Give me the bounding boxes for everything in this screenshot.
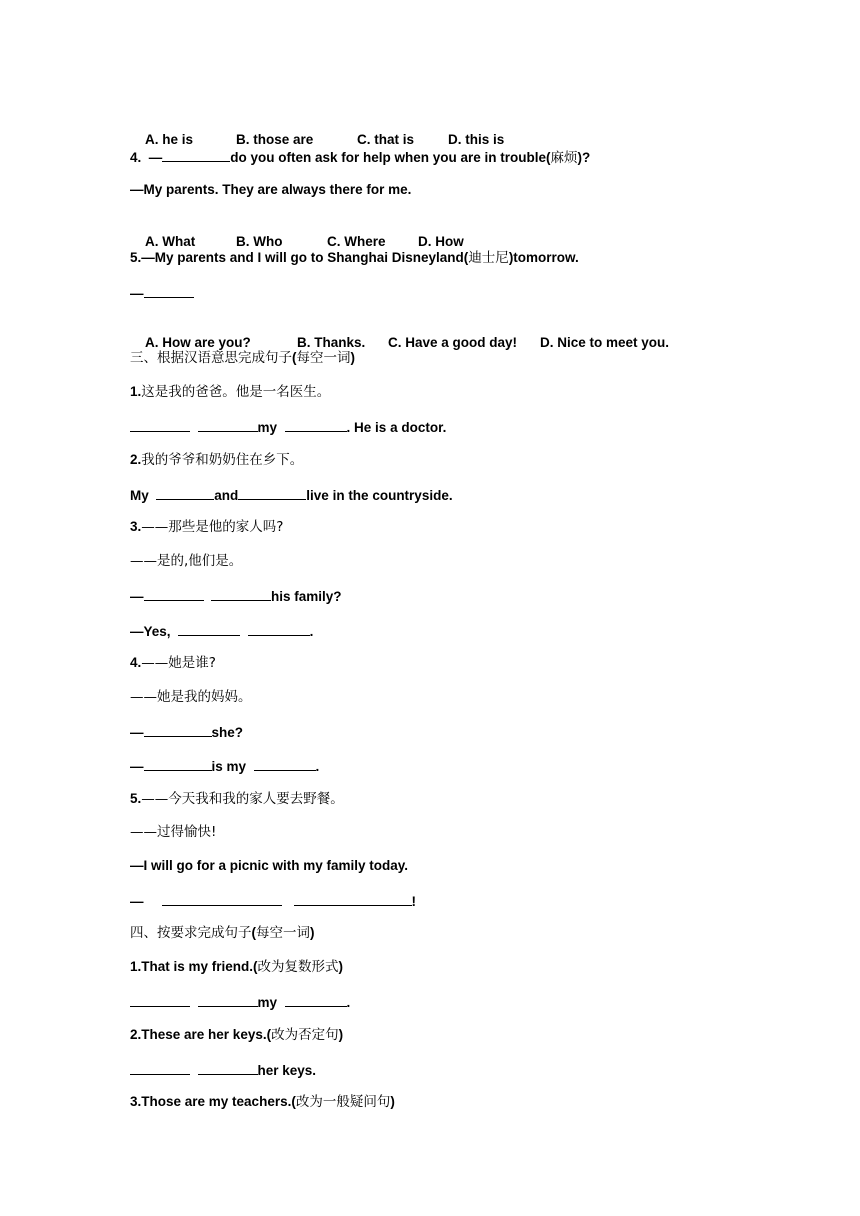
s3-item2-blank2[interactable] [238, 485, 306, 500]
section3-heading-cn: 三、根据汉语意思完成句子 [130, 350, 292, 366]
s4-item2-blank2[interactable] [198, 1060, 258, 1075]
q3-option-c: C. that is [357, 132, 415, 147]
q4-answer: —My parents. They are always there for me. [130, 182, 412, 197]
s3-item5-en: —I will go for a picnic with my family today. [130, 858, 409, 873]
s4-item2-cn: 改为否定句 [271, 1027, 339, 1043]
s3-item1-blank2[interactable] [198, 417, 258, 432]
s4-item1-blank1[interactable] [130, 992, 190, 1007]
q3-option-a: A. he is [145, 132, 194, 147]
s3-item4-num: 4. [130, 655, 142, 670]
q5-response [130, 283, 194, 303]
s4-item3-close: ) [390, 1094, 395, 1109]
s3-item4-dash1: — [130, 725, 144, 740]
s3-item4-ismy: is my [211, 759, 247, 774]
s3-item3-q [130, 586, 342, 606]
s3-item5-num: 5. [130, 791, 142, 806]
q4-option-c: C. Where [327, 234, 386, 249]
s3-item3-yes: —Yes, [130, 624, 171, 639]
s3-item5-blank1[interactable] [162, 891, 282, 906]
s3-item5-cn1 [130, 790, 344, 808]
s4-item1-prompt [130, 958, 343, 976]
section3-heading-inner: 每空一词 [296, 350, 351, 366]
s3-item5-excl: ! [411, 894, 417, 909]
s3-item1-blank3[interactable] [285, 417, 347, 432]
q4-option-d: D. How [418, 234, 464, 249]
s4-item1-dot: . [346, 995, 351, 1010]
s3-item4-dash2: — [130, 759, 144, 774]
q4-option-b: B. Who [236, 234, 283, 249]
s3-item4-cn1 [130, 654, 216, 672]
s3-item1-blank1[interactable] [130, 417, 190, 432]
s4-item1-blank3[interactable] [285, 992, 347, 1007]
s3-item4-cn1-text: ——她是谁? [141, 655, 216, 671]
s3-item2-cn-text: 我的爷爷和奶奶住在乡下。 [141, 452, 304, 468]
s3-item3-dot: . [309, 624, 314, 639]
s4-item1-blank2[interactable] [198, 992, 258, 1007]
s4-item2-end: her keys. [257, 1063, 317, 1078]
s3-item1-end: . He is a doctor. [346, 420, 447, 435]
q5-stem-a: 5.—My parents and I will go to Shanghai Disneyland( [130, 250, 469, 265]
s3-item5-blank2[interactable] [294, 891, 412, 906]
s3-item4-dot: . [315, 759, 320, 774]
s3-item5-a [130, 891, 416, 911]
q5-dash: — [130, 286, 144, 301]
q4-stem-cn: 麻烦 [550, 150, 578, 166]
s3-item5-dash: — [130, 894, 144, 909]
q4-number: 4. — [130, 150, 163, 165]
q3-option-d: D. this is [448, 132, 505, 147]
section3-heading-close: ) [350, 350, 355, 365]
q5-stem-b: )tomorrow. [508, 250, 579, 265]
s3-item1-cn-text: 这是我的爸爸。他是一名医生。 [141, 384, 331, 400]
s4-item2-answer [130, 1060, 316, 1080]
q4-blank[interactable] [162, 147, 230, 162]
s4-item1-my: my [257, 995, 278, 1010]
s3-item5-cn2: ——过得愉快! [130, 824, 217, 840]
s4-item2-prompt [130, 1026, 343, 1044]
s3-item2-my: My [130, 488, 149, 503]
s3-item1-en [130, 417, 446, 437]
s3-item3-blank3[interactable] [178, 621, 240, 636]
s4-item3-prompt [130, 1093, 395, 1111]
q5-stem-cn: 迪士尼 [468, 250, 509, 266]
section4-heading-cn: 四、按要求完成句子 [130, 925, 252, 941]
s3-item4-blank1[interactable] [144, 722, 212, 737]
s3-item3-blank1[interactable] [144, 586, 204, 601]
s4-item2-en: 2.These are her keys.( [130, 1027, 272, 1042]
s4-item1-cn: 改为复数形式 [257, 959, 339, 975]
s3-item1-num: 1. [130, 384, 142, 399]
section4-heading [130, 924, 315, 942]
s3-item2-end: live in the countryside. [306, 488, 453, 503]
q3-option-b: B. those are [236, 132, 314, 147]
q5-option-b: B. Thanks. [297, 335, 366, 350]
q5-option-c: C. Have a good day! [388, 335, 518, 350]
q4-option-a: A. What [145, 234, 196, 249]
q5-option-a: A. How are you? [145, 335, 251, 350]
s3-item3-blank4[interactable] [248, 621, 310, 636]
s3-item3-a [130, 621, 313, 641]
s3-item4-blank2[interactable] [144, 756, 212, 771]
s3-item2-num: 2. [130, 452, 142, 467]
section3-heading-paren: ( [292, 350, 297, 365]
section4-heading-paren: ( [251, 925, 256, 940]
q5-option-d: D. Nice to meet you. [540, 335, 670, 350]
s3-item3-q-text: his family? [271, 589, 342, 604]
section3-heading [130, 349, 355, 367]
s3-item4-q [130, 722, 243, 742]
q4-stem-end: )? [577, 150, 591, 165]
s3-item3-dash: — [130, 589, 144, 604]
s4-item2-blank1[interactable] [130, 1060, 190, 1075]
s3-item4-cn2: ——她是我的妈妈。 [130, 689, 252, 705]
s3-item3-cn1-text: ——那些是他的家人吗? [141, 519, 284, 535]
s4-item3-cn: 改为一般疑问句 [295, 1094, 391, 1110]
s3-item2-en [130, 485, 453, 505]
s3-item3-num: 3. [130, 519, 142, 534]
q4-stem [130, 147, 590, 167]
q4-stem-text: do you often ask for help when you are in trouble( [230, 150, 551, 165]
s4-item2-close: ) [338, 1027, 344, 1042]
q5-blank[interactable] [144, 283, 194, 298]
s4-item1-en: 1.That is my friend.( [130, 959, 258, 974]
s3-item4-a [130, 756, 319, 776]
s3-item5-cn1-text: ——今天我和我的家人要去野餐。 [141, 791, 344, 807]
s3-item1-cn [130, 383, 330, 401]
s3-item3-blank2[interactable] [211, 586, 271, 601]
s3-item2-cn [130, 451, 303, 469]
s4-item3-en: 3.Those are my teachers.( [130, 1094, 296, 1109]
s4-item1-answer [130, 992, 350, 1012]
s3-item3-cn1 [130, 518, 283, 536]
s3-item4-blank3[interactable] [254, 756, 316, 771]
s3-item1-my: my [257, 420, 278, 435]
s3-item4-she: she? [211, 725, 244, 740]
s3-item2-and: and [214, 488, 239, 503]
s3-item2-blank1[interactable] [156, 485, 214, 500]
section4-heading-close: ) [310, 925, 315, 940]
s4-item1-close: ) [338, 959, 344, 974]
q5-stem [130, 249, 579, 267]
s3-item3-cn2: ——是的,他们是。 [130, 553, 243, 569]
section4-heading-inner: 每空一词 [256, 925, 310, 941]
